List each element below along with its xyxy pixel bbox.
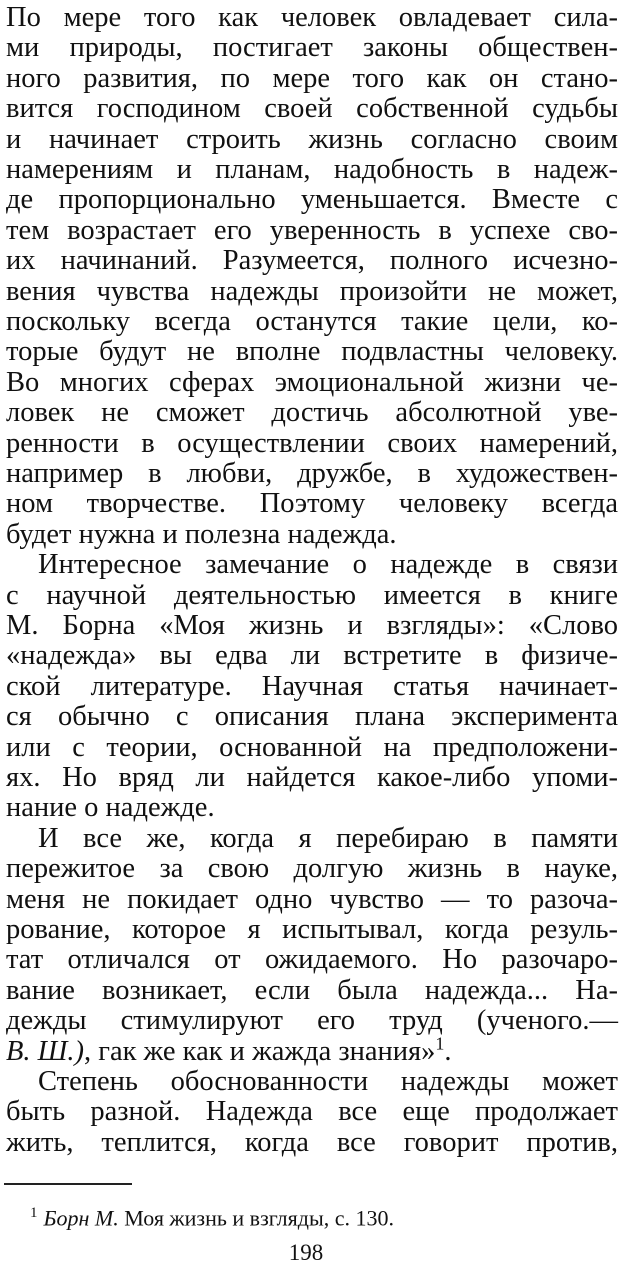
body-line: вание возникает, если была надежда... На- [6, 974, 618, 1006]
footnote [30, 1200, 394, 1231]
body-line: рование, которое я испытывал, когда резуль- [6, 914, 618, 945]
body-line: вения чувства надежды произойти не может, [6, 275, 618, 307]
body-line: ного развития, по мере того как он стано- [6, 62, 618, 94]
footnote-divider [4, 1183, 132, 1185]
body-line: жить, теплится, когда все говорит против, [6, 1126, 618, 1158]
footnote-text: Моя жизнь и взгляды, с. 130. [124, 1205, 394, 1231]
body-line: поскольку всегда останутся такие цели, ко- [6, 306, 618, 337]
body-line: По мере того как человек овладевает сила- [6, 2, 618, 33]
body-line: «надежда» вы едва ли встретите в физиче- [6, 640, 618, 672]
body-line: Интересное замечание о надежде в связи [38, 549, 618, 581]
body-line: Степень обоснованности надежды может [38, 1066, 618, 1097]
body-line: ся обычно с описания плана эксперимента [6, 701, 618, 733]
body-line: ном творчестве. Поэтому человеку всегда [6, 488, 618, 520]
footnote-reference[interactable]: 1 [435, 1033, 445, 1054]
body-line: с научной деятельностью имеется в книге [6, 579, 618, 611]
body-line: ренности в осуществлении своих намерений, [6, 427, 618, 459]
body-line: ской литературе. Научная статья начинает- [6, 670, 618, 702]
body-line: быть разной. Надежда все еще продолжает [6, 1096, 618, 1128]
citation-tail: , гак же как и жажда знания» [84, 1035, 436, 1067]
body-line: намерениям и планам, надобность в надеж- [6, 154, 618, 185]
body-line: пережитое за свою долгую жизнь в науке, [6, 853, 618, 885]
footnote-marker: 1 [30, 1205, 38, 1221]
body-line: будет нужна и полезна надежда. [6, 518, 397, 550]
body-line: меня не покидает одно чувство — то разоча- [6, 883, 618, 915]
book-page-lower [6, 0, 618, 1276]
body-line: ях. Но вряд ли найдется какое-либо упоми- [6, 762, 618, 793]
body-line: тат отличался от ожидаемого. Но разочаро- [6, 944, 618, 976]
body-line: дежды стимулируют его труд (ученого.— [6, 1005, 618, 1037]
body-line: Во многих сферах эмоциональной жизни че- [6, 366, 618, 398]
page-number: 198 [288, 1240, 324, 1265]
body-line: В. Ш.), гак же как и жажда знания»$^1$. [6, 1033, 452, 1067]
body-line: ми природы, постигает законы обществен- [6, 32, 618, 64]
body-line: вится господином своей собственной судьбы [6, 93, 618, 125]
body-line: их начинаний. Разумеется, полного исчезно- [6, 245, 618, 277]
body-line: тем возрастает его уверенность в успехе сво- [6, 214, 618, 246]
body-line: де пропорционально уменьшается. Вместе с [6, 184, 618, 216]
body-line: И все же, когда я перебираю в памяти [38, 822, 618, 854]
body-line: торые будут не вполне подвластны человеку. [6, 336, 618, 368]
citation-initials: В. Ш.) [6, 1035, 84, 1067]
body-line: М. Борна «Моя жизнь и взгляды»: «Слово [6, 610, 618, 641]
footnote-author: Борн М. [43, 1205, 119, 1231]
body-line: или с теории, основанной на предположени- [6, 731, 618, 763]
body-line: и начинает строить жизнь согласно своим [6, 123, 618, 155]
body-line: нание о надежде. [6, 792, 215, 824]
body-line: например в любви, дружбе, в художествен- [6, 458, 618, 489]
body-line: ловек не сможет достичь абсолютной уве- [6, 397, 618, 429]
